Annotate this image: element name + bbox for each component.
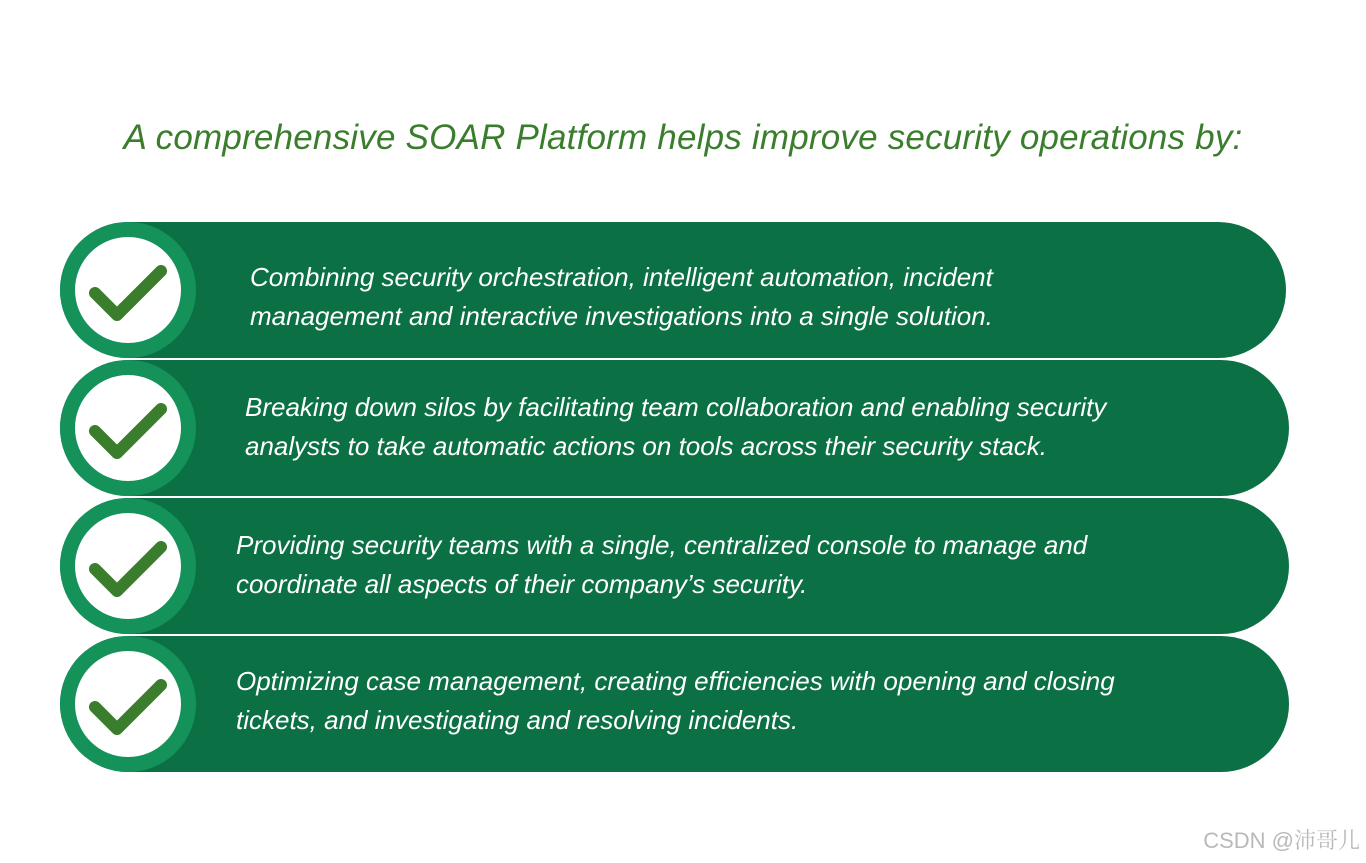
watermark: CSDN @沛哥儿 bbox=[1203, 828, 1360, 853]
benefit-line-1: Optimizing case management, creating efficiencies with opening and closing bbox=[236, 666, 1115, 696]
checkmark-icon bbox=[75, 513, 181, 619]
benefit-item-1 bbox=[60, 222, 1286, 358]
check-badge bbox=[60, 360, 196, 496]
checkmark-icon bbox=[75, 237, 181, 343]
checkmark-icon bbox=[75, 651, 181, 757]
benefit-line-1: Combining security orchestration, intelligent automation, incident bbox=[250, 262, 993, 292]
benefit-text bbox=[245, 388, 1106, 466]
benefit-item-4 bbox=[60, 636, 1289, 772]
check-badge bbox=[60, 636, 196, 772]
benefit-item-3 bbox=[60, 498, 1289, 634]
check-badge bbox=[60, 222, 196, 358]
benefit-line-1: Breaking down silos by facilitating team collaboration and enabling security bbox=[245, 392, 1107, 422]
benefit-line-2: coordinate all aspects of their company’s security. bbox=[236, 569, 808, 599]
checkmark-icon bbox=[75, 375, 181, 481]
benefit-line-2: tickets, and investigating and resolving incidents. bbox=[236, 705, 799, 735]
benefit-text bbox=[236, 662, 1115, 740]
benefit-line-2: analysts to take automatic actions on tools across their security stack. bbox=[245, 431, 1048, 461]
benefit-line-1: Providing security teams with a single, centralized console to manage and bbox=[236, 530, 1088, 560]
benefit-text bbox=[236, 526, 1087, 604]
page-heading: A comprehensive SOAR Platform helps improve security operations by: bbox=[123, 118, 1243, 157]
benefit-item-2 bbox=[60, 360, 1289, 496]
benefit-text bbox=[250, 258, 993, 336]
check-badge bbox=[60, 498, 196, 634]
benefit-line-2: management and interactive investigations into a single solution. bbox=[250, 301, 993, 331]
